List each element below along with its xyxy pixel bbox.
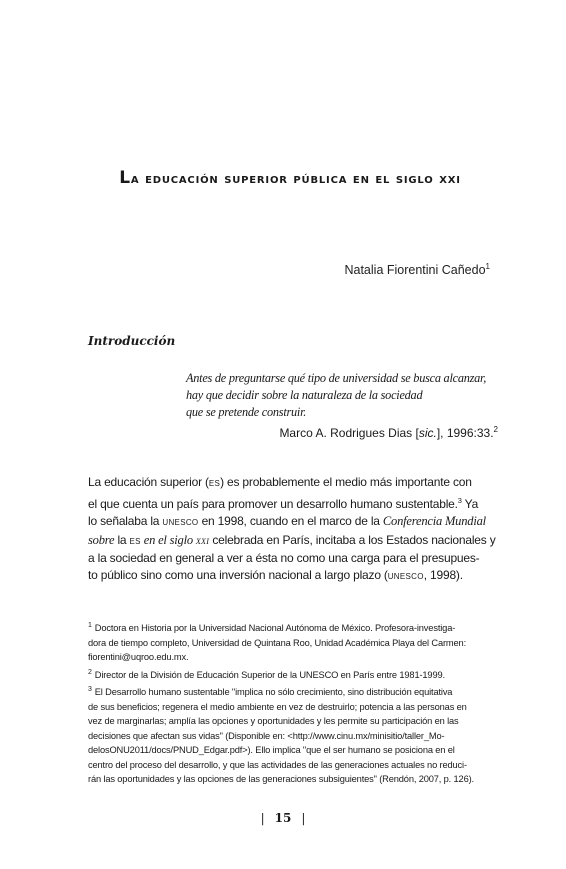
footnote-line: $^3$ El Desarrollo humano sustentable "implica no sólo crecimiento, sino distribución equitativa bbox=[88, 686, 453, 698]
paragraph-line: a la sociedad en general a ver a ésta no como una carga para el presupues- bbox=[88, 550, 480, 565]
footnote-line: $^1$ Doctora en Historia por la Universidad Nacional Autónoma de México. Profesora-investiga- bbox=[88, 622, 456, 634]
footnote-line: rán las oportunidades y las opciones de las generaciones subsiguientes" (Rendón, 2007, p. 126). bbox=[88, 774, 474, 785]
footnote bbox=[88, 666, 494, 683]
footnote bbox=[88, 683, 494, 787]
footnote-number: 1 bbox=[88, 622, 92, 629]
author-footnote-ref: 1 bbox=[485, 262, 490, 271]
footnote-line: vez de marginarlas; amplía las opciones y oportunidades y les permite su participación en las bbox=[88, 716, 459, 727]
footnote-email[interactable]: fiorentini@uqroo.edu.mx. bbox=[88, 652, 189, 663]
paragraph-line: el que cuenta un país para promover un desarrollo humano sustentable.$^3$ Ya bbox=[88, 496, 479, 512]
page-number-value: 15 bbox=[274, 811, 292, 825]
chapter-title bbox=[80, 168, 500, 188]
paragraph-line: La educación superior (es) es probablemente el medio más importante con bbox=[88, 475, 472, 489]
page-number-bar-right: | bbox=[301, 811, 306, 825]
footnote-line: $^2$ Director de la División de Educación Superior de la UNESCO en París entre 1981-1999. bbox=[88, 668, 445, 680]
footnote-number: 3 bbox=[88, 686, 92, 694]
footnote-line: de sus beneficios; regenera el medio ambiente en vez de destruirlo; potencia a las personas en bbox=[88, 701, 467, 712]
epigraph-line: hay que decidir sobre la naturaleza de la sociedad bbox=[186, 388, 423, 402]
title-initial: L bbox=[119, 168, 131, 188]
epigraph-citation bbox=[186, 421, 498, 442]
footnote-line: dora de tiempo completo, Universidad de Quintana Roo, Unidad Académica Playa del Carmen: bbox=[88, 637, 467, 648]
epigraph-line: Antes de preguntarse qué tipo de universidad se busca alcanzar, bbox=[186, 371, 487, 385]
footnote-number: 2 bbox=[88, 668, 92, 676]
epigraph-line: que se pretende construir. bbox=[186, 405, 307, 419]
citation-author: Marco A. Rodrigues Dias [ bbox=[279, 426, 419, 440]
footnote bbox=[88, 619, 494, 665]
paragraph-line: lo señalaba la unesco en 1998, cuando en el marco de la Conferencia Mundial bbox=[88, 514, 486, 529]
epigraph bbox=[186, 370, 498, 442]
paragraph-line: sobre la es en el siglo xxi celebrada en París, incitaba a los Estados nacionales y bbox=[88, 532, 496, 547]
author-name: Natalia Fiorentini Cañedo bbox=[344, 263, 486, 278]
citation-footnote-ref: 2 bbox=[493, 425, 498, 434]
footnote-link-line[interactable]: delosONU2011/docs/PNUD_Edgar.pdf>). Ello implica "que el ser humano se posiciona en el bbox=[88, 745, 455, 756]
page-number bbox=[0, 811, 566, 825]
page-number-bar-left: | bbox=[260, 811, 265, 825]
body-paragraph bbox=[88, 474, 496, 585]
footnote-ref: 3 bbox=[457, 496, 462, 506]
title-text: a educación superior pública en el siglo xxi bbox=[130, 171, 461, 187]
footnotes bbox=[88, 619, 494, 787]
footnote-link-line[interactable]: decisiones que afectan sus vidas" (Disponible en: <http://www.cinu.mx/minisitio/taller_Mo- bbox=[88, 730, 445, 741]
paragraph-line: to público sino como una inversión nacional a largo plazo (unesco, 1998). bbox=[88, 568, 463, 583]
citation-sic: sic. bbox=[418, 426, 437, 440]
citation-year: ], 1996:33. bbox=[436, 426, 494, 440]
author-line bbox=[344, 262, 490, 277]
footnote-line: centro del proceso del desarrollo, y que las actividades de las generaciones actuales no reduci- bbox=[88, 759, 467, 770]
section-heading: Introducción bbox=[88, 334, 176, 348]
